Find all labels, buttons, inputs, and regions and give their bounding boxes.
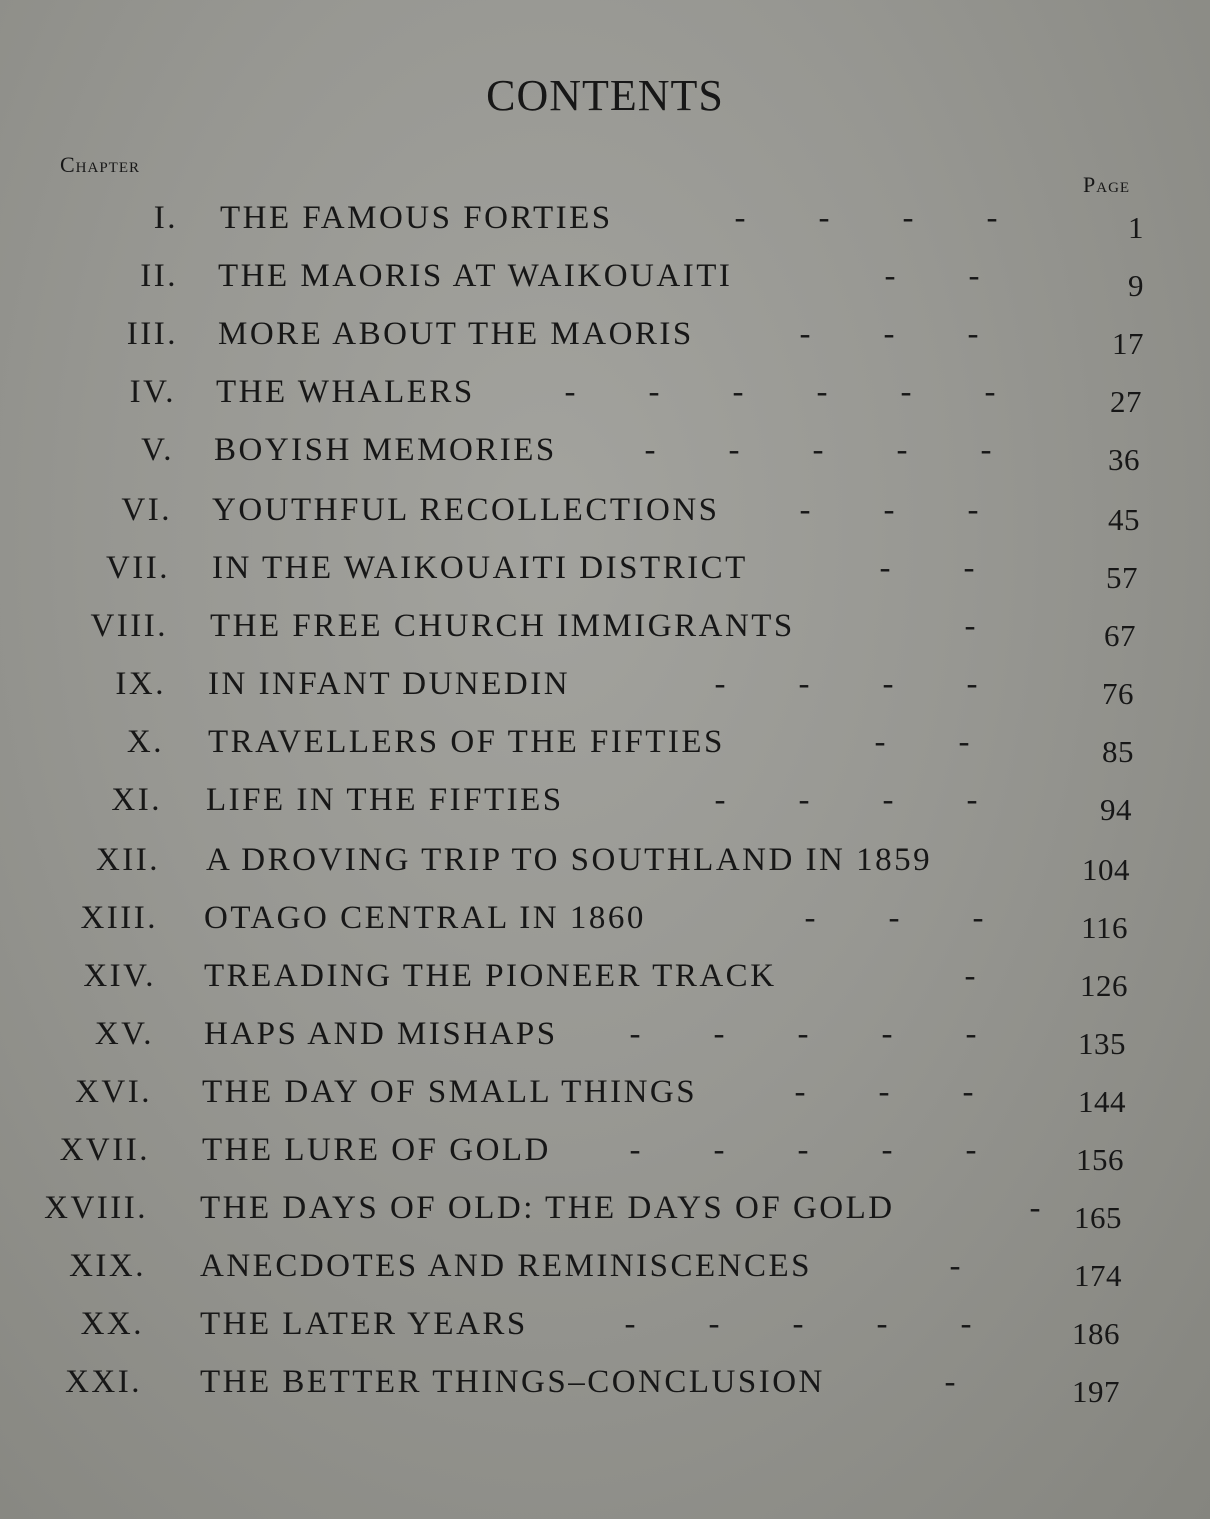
- page-column-label: Page: [1083, 172, 1131, 197]
- dot-leader: - - -: [804, 900, 984, 936]
- chapter-number: XVII.: [59, 1132, 150, 1168]
- chapter-title: MORE ABOUT THE MAORIS: [218, 316, 694, 352]
- chapter-number: XXI.: [65, 1364, 142, 1400]
- chapter-title: HAPS AND MISHAPS: [204, 1016, 558, 1052]
- chapter-title: TREADING THE PIONEER TRACK: [204, 958, 777, 994]
- chapter-title: A DROVING TRIP TO SOUTHLAND IN 1859: [206, 842, 933, 878]
- chapter-number: IX.: [115, 666, 166, 702]
- chapter-number: XX.: [80, 1306, 144, 1342]
- page-number: 104: [1082, 852, 1130, 887]
- toc-row: [0, 309, 1210, 359]
- chapter-number: XI.: [111, 782, 162, 818]
- toc-row: [0, 601, 1210, 651]
- chapter-number: XVI.: [75, 1074, 152, 1110]
- dot-leader: -: [944, 1364, 956, 1400]
- toc-row: [0, 425, 1210, 475]
- page-number: 186: [1072, 1316, 1120, 1351]
- chapter-title: THE DAY OF SMALL THINGS: [202, 1074, 698, 1110]
- page-number: 85: [1102, 734, 1134, 769]
- toc-row: [0, 775, 1210, 825]
- dot-leader: - -: [874, 724, 970, 760]
- page-number: 126: [1080, 968, 1128, 1003]
- toc-row: [0, 893, 1210, 943]
- chapter-number: XVIII.: [44, 1190, 148, 1226]
- page-title: CONTENTS: [486, 71, 724, 120]
- dot-leader: - -: [884, 258, 980, 294]
- dot-leader: - - - -: [714, 782, 978, 818]
- dot-leader: - - - -: [714, 666, 978, 702]
- toc-row: [0, 485, 1210, 535]
- chapter-title: THE DAYS OF OLD: THE DAYS OF GOLD: [200, 1190, 895, 1226]
- chapter-title: ANECDOTES AND REMINISCENCES: [200, 1248, 813, 1284]
- chapter-title: BOYISH MEMORIES: [214, 432, 557, 468]
- chapter-number: XV.: [94, 1016, 154, 1052]
- dot-leader: -: [964, 608, 976, 644]
- toc-row: [0, 1241, 1210, 1291]
- page-number: 1: [1128, 210, 1144, 245]
- chapter-number: IV.: [129, 374, 176, 410]
- chapter-title: IN INFANT DUNEDIN: [208, 666, 571, 702]
- toc-row: [0, 1357, 1210, 1407]
- dot-leader: -: [964, 958, 976, 994]
- page-number: 27: [1110, 384, 1142, 419]
- chapter-title: THE LURE OF GOLD: [202, 1132, 551, 1168]
- chapter-title: THE MAORIS AT WAIKOUAITI: [218, 258, 733, 294]
- chapter-number: XIII.: [80, 900, 158, 936]
- chapter-title: TRAVELLERS OF THE FIFTIES: [208, 724, 725, 760]
- page-number: 45: [1108, 502, 1140, 537]
- toc-row: [0, 1067, 1210, 1117]
- chapter-number: X.: [126, 724, 164, 760]
- chapter-column-label: Chapter: [60, 152, 141, 177]
- chapter-title: OTAGO CENTRAL IN 1860: [204, 900, 646, 936]
- chapter-number: VIII.: [90, 608, 168, 644]
- chapter-number: I.: [153, 200, 178, 236]
- dot-leader: - -: [879, 550, 975, 586]
- chapter-title: THE LATER YEARS: [200, 1306, 528, 1342]
- page-number: 36: [1108, 442, 1140, 477]
- dot-leader: - - - - -: [629, 1132, 977, 1168]
- page-number: 116: [1081, 910, 1128, 945]
- toc-row: [0, 251, 1210, 301]
- page-number: 135: [1078, 1026, 1126, 1061]
- chapter-title: YOUTHFUL RECOLLECTIONS: [212, 492, 720, 528]
- page-number: 94: [1100, 792, 1132, 827]
- chapter-number: V.: [141, 432, 174, 468]
- chapter-title: THE FREE CHURCH IMMIGRANTS: [210, 608, 795, 644]
- dot-leader: -: [1029, 1190, 1041, 1226]
- chapter-title: THE FAMOUS FORTIES: [220, 200, 613, 236]
- dot-leader: - - -: [799, 316, 979, 352]
- page-number: 57: [1106, 560, 1138, 595]
- toc-row: [0, 1183, 1210, 1233]
- page-number: 174: [1074, 1258, 1122, 1293]
- chapter-number: II.: [140, 258, 178, 294]
- chapter-number: XII.: [95, 842, 160, 878]
- page-number: 17: [1112, 326, 1144, 361]
- dot-leader: - - - - -: [624, 1306, 972, 1342]
- page-number: 156: [1076, 1142, 1124, 1177]
- toc-row: [0, 1009, 1210, 1059]
- dot-leader: - - - -: [734, 200, 998, 236]
- dot-leader: - - - - -: [644, 432, 992, 468]
- page-number: 9: [1128, 268, 1144, 303]
- page-number: 165: [1074, 1200, 1122, 1235]
- dot-leader: -: [949, 1248, 961, 1284]
- page-number: 67: [1104, 618, 1136, 653]
- page-number: 76: [1102, 676, 1134, 711]
- chapter-title: IN THE WAIKOUAITI DISTRICT: [212, 550, 748, 586]
- dot-leader: - - -: [799, 492, 979, 528]
- toc-row: [0, 367, 1210, 417]
- chapter-title: THE WHALERS: [216, 374, 475, 410]
- dot-leader: - - - - - -: [564, 374, 996, 410]
- chapter-number: III.: [126, 316, 178, 352]
- toc-row: [0, 951, 1210, 1001]
- toc-row: [0, 659, 1210, 709]
- toc-row: [0, 193, 1210, 243]
- toc-row: [0, 1299, 1210, 1349]
- chapter-title: LIFE IN THE FIFTIES: [206, 782, 564, 818]
- chapter-number: VII.: [105, 550, 170, 586]
- dot-leader: - - - - -: [629, 1016, 977, 1052]
- chapter-title: THE BETTER THINGS–CONCLUSION: [200, 1364, 825, 1400]
- toc-row: [0, 1125, 1210, 1175]
- chapter-number: XIV.: [83, 958, 156, 994]
- page-number: 144: [1078, 1084, 1126, 1119]
- chapter-number: XIX.: [69, 1248, 146, 1284]
- toc-row: [0, 717, 1210, 767]
- dot-leader: - - -: [794, 1074, 974, 1110]
- toc-row: [0, 835, 1210, 885]
- chapter-number: VI.: [121, 492, 172, 528]
- page-number: 197: [1072, 1374, 1120, 1409]
- toc-row: [0, 543, 1210, 593]
